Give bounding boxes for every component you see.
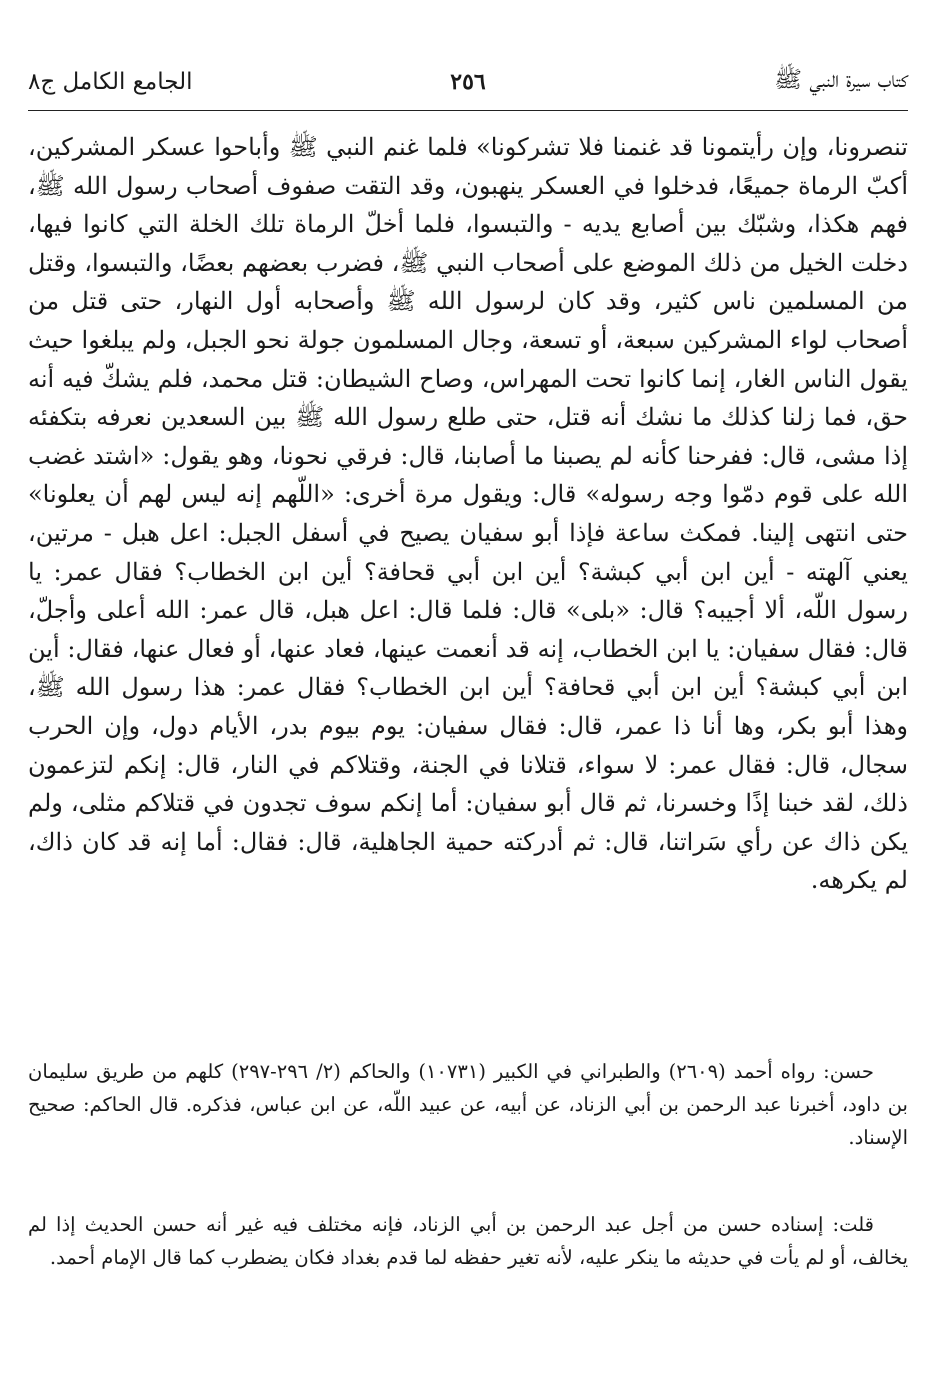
header-divider — [28, 110, 908, 111]
footnote-takhrij: حسن: رواه أحمد (٢٦٠٩) والطبراني في الكبير (١٠٧٣١) والحاكم (٢/ ٢٩٦-٢٩٧) كلهم من طريق سليمان بن داود، أخبرنا عبد الرحمن بن أبي الزناد، عن أبيه، عن عبيد اللّه، عن ابن عباس، فذكره. قال الحاكم: صحيح الإسناد. — [28, 1060, 908, 1149]
book-title: كتاب سيرة النبي ﷺ — [774, 67, 908, 93]
book-page — [28, 0, 908, 1378]
running-header — [28, 62, 908, 102]
page-number: ٢٥٦ — [450, 69, 486, 95]
footnote-commentary: قلت: إسناده حسن من أجل عبد الرحمن بن أبي الزناد، فإنه مختلف فيه غير أنه حسن الحديث إذا لم يخالف، أو لم يأت في حديثه ما ينكر عليه، لأنه تغير حفظه لما قدم بغداد فكان يضطرب كما قال الإمام أحمد. — [28, 1213, 908, 1269]
main-text: تنصرونا، وإن رأيتمونا قد غنمنا فلا تشركونا» فلما غنم النبي ﷺ وأباحوا عسكر المشركين، أكبّ الرماة جميعًا، فدخلوا في العسكر ينهبون، وقد التقت صفوف أصحاب رسول الله ﷺ، فهم هكذا، وشبّك بين أصابع يديه - والتبسوا، فلما أخلّ الرماة تلك الخلة التي كانوا فيها، دخلت الخيل من ذلك الموضع على أصحاب النبي ﷺ، فضرب بعضهم بعضًا، والتبسوا، وقتل من المسلمين ناس كثير، وقد كان لرسول الله ﷺ وأصحابه أول النهار، حتى قتل من أصحاب لواء المشركين سبعة، أو تسعة، وجال المسلمون جولة نحو الجبل، ولم يبلغوا حيث يقول الناس الغار، إنما كانوا تحت المهراس، وصاح الشيطان: قتل محمد، فلم يشكّ فيه أنه حق، فما زلنا كذلك ما نشك أنه قتل، حتى طلع رسول الله ﷺ بين السعدين نعرفه بتكفئه إذا مشى، قال: ففرحنا كأنه لم يصبنا ما أصابنا، قال: فرقي نحونا، وهو يقول: «اشتد غضب الله على قوم دمّوا وجه رسوله» قال: ويقول مرة أخرى: «اللّهم إنه ليس لهم أن يعلونا» حتى انتهى إلينا. فمكث ساعة فإذا أبو سفيان يصيح في أسفل الجبل: اعل هبل - مرتين، يعني آلهته - أين ابن أبي كبشة؟ أين ابن أبي قحافة؟ أين ابن الخطاب؟ فقال عمر: يا رسول اللّه، ألا أجيبه؟ قال: «بلى» قال: فلما قال: اعل هبل، قال عمر: الله أعلى وأجلّ، قال: فقال سفيان: يا ابن الخطاب، إنه قد أنعمت عينها، فعاد عنها، أو فعال عنها، فقال: أين ابن أبي كبشة؟ أين ابن أبي قحافة؟ أين ابن الخطاب؟ فقال عمر: هذا رسول الله ﷺ، وهذا أبو بكر، وها أنا ذا عمر، قال: فقال سفيان: يوم بيوم بدر، الأيام دول، وإن الحرب سجال، قال: فقال عمر: لا سواء، قتلانا في الجنة، وقتلاكم في النار، قال: إنكم لتزعمون ذلك، لقد خبنا إذًا وخسرنا، ثم قال أبو سفيان: أما إنكم سوف تجدون في قتلاكم مثلى، ولم يكن ذاك عن رأي سَراتنا، قال: ثم أدركته حمية الجاهلية، قال: فقال: أما إنه قد كان ذاك، لم يكرهه. — [28, 133, 908, 895]
series-title: الجامع الكامل ج٨ — [28, 69, 193, 95]
